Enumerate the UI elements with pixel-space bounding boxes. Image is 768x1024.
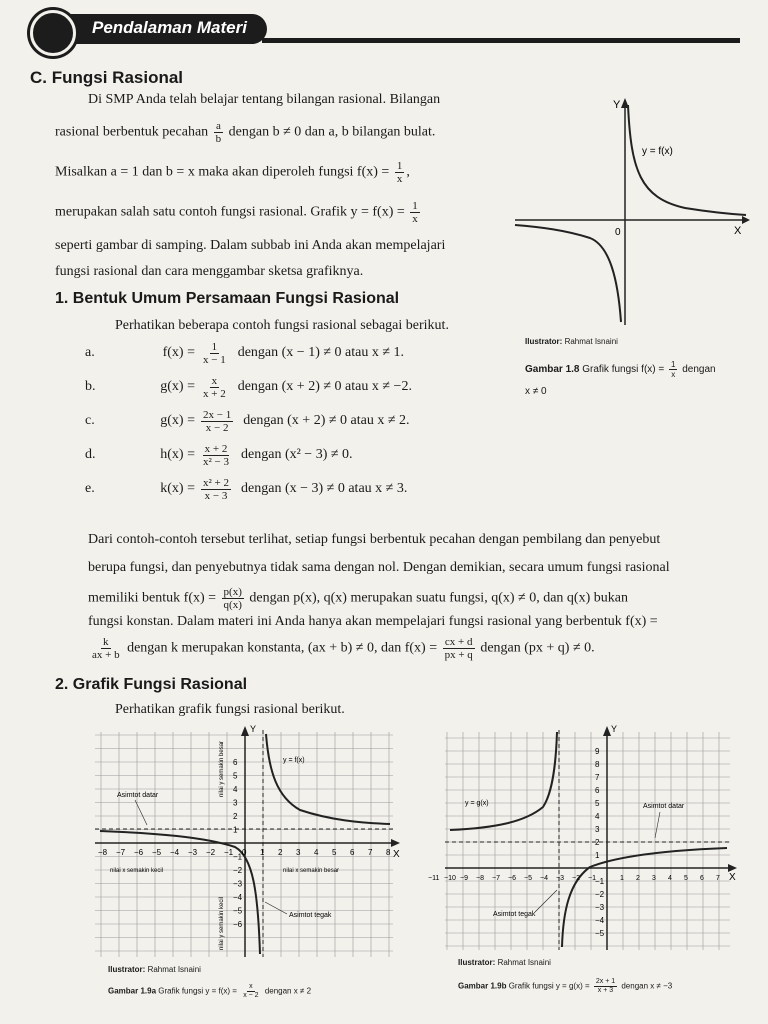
example-letter: c. [85, 413, 95, 428]
x-tick-label: 7 [716, 875, 720, 882]
caption-text: Grafik fungsi f(x) = [582, 364, 665, 376]
nilai-y-besar-label: nilai y semakin besar [219, 740, 225, 797]
x-tick-label: 1 [620, 875, 624, 882]
p2-line4: fungsi konstan. Dalam materi ini Anda hanya akan mempelajari fungsi rasional yang berbentuk f(x) = [88, 614, 658, 629]
illustrator-label: Ilustrator: [108, 965, 146, 974]
nilai-x-besar-label: nilai x semakin besar [283, 868, 340, 874]
y-tick-label: 3 [595, 825, 600, 834]
figure-1-9a-graph [95, 722, 405, 962]
section-title: C. Fungsi Rasional [30, 68, 184, 87]
x-tick-label: −7 [492, 875, 500, 882]
x-tick-label: −4 [540, 875, 548, 882]
example-letter: b. [85, 379, 96, 394]
y-tick-label: −1 [233, 852, 243, 862]
y-tick-label: 4 [595, 812, 600, 821]
para1-line2 [55, 120, 435, 145]
fig19a-illustrator [108, 965, 201, 974]
p2-line1: Dari contoh-contoh tersebut terlihat, setiap fungsi berbentuk pecahan dengan pembilang dan penyebut [88, 532, 661, 547]
caption-fraction [669, 360, 677, 379]
denominator: x + 3 [597, 987, 614, 994]
para1-line6: fungsi rasional dan cara menggambar sketsa grafiknya. [55, 264, 364, 279]
example-row [85, 336, 505, 370]
example-letter: a. [85, 345, 95, 360]
fraction-1-x [395, 160, 405, 185]
numerator: x + 2 [204, 442, 228, 455]
x-tick-label: −1 [588, 875, 596, 882]
x-tick-label: −1 [224, 848, 234, 857]
numerator: k [103, 636, 109, 648]
y-tick-label: 5 [233, 771, 238, 781]
x-tick-label: −6 [134, 848, 144, 857]
curve-label: y = g(x) [465, 800, 489, 807]
examples-list [85, 336, 505, 506]
y-tick-label: 7 [595, 773, 600, 782]
example-function: h(x) = [160, 447, 195, 462]
curve-label: y = f(x) [283, 757, 305, 764]
y-tick-label: 6 [233, 758, 238, 767]
illustrator-name: Rahmat Isnaini [497, 958, 551, 967]
numerator: 1 [671, 360, 676, 369]
asimtot-tegak-label: Asimtot tegak [493, 911, 536, 918]
text: dengan (px + q) ≠ 0. [480, 640, 595, 656]
numerator: x [249, 983, 253, 990]
y-tick-label: 8 [595, 760, 600, 769]
fraction-a-b [214, 120, 224, 145]
fig19b-caption [458, 978, 672, 995]
x-tick-label: 3 [296, 848, 301, 857]
x-tick-label: −9 [460, 875, 468, 882]
denominator: x [412, 213, 418, 225]
x-tick-label: 1 [260, 848, 265, 857]
asimtot-datar-label: Asimtot datar [117, 792, 159, 799]
y-label: Y [611, 724, 618, 734]
x-axis-arrow [391, 839, 400, 847]
example-fraction [201, 409, 233, 434]
origin-label: 0 [615, 227, 621, 238]
text: dengan k merupakan konstanta, (ax + b) ≠ 0, dan f(x) = [127, 640, 438, 656]
header-title: Pendalaman Materi [92, 18, 247, 37]
example-condition: dengan (x − 3) ≠ 0 atau x ≠ 3. [241, 481, 408, 496]
comma: , [406, 164, 410, 180]
denominator: x − 1 [203, 353, 226, 366]
subsection-1-title: 1. Bentuk Umum Persamaan Fungsi Rasional [55, 290, 400, 307]
y-tick-label: 9 [595, 747, 600, 756]
nilai-x-kecil-label: nilai x semakin kecil [110, 868, 164, 874]
sub1-intro: Perhatikan beberapa contoh fungsi rasional sebagai berikut. [115, 318, 449, 333]
para1-line4 [55, 200, 422, 225]
x-label: X [734, 225, 742, 237]
x-tick-label: 4 [668, 875, 672, 882]
y-tick-label: 3 [233, 798, 238, 808]
y-axis-arrow [603, 726, 611, 736]
x-tick-label: −10 [444, 875, 456, 882]
y-tick-label: −2 [595, 890, 605, 899]
y-tick-label: 5 [595, 799, 600, 808]
x-tick-label: −3 [556, 875, 564, 882]
figure-1-9b-graph [428, 722, 745, 952]
y-label: Y [613, 99, 621, 111]
caption-text: Grafik fungsi y = g(x) = [508, 981, 590, 991]
y-tick-label: 6 [595, 786, 600, 795]
text: memiliki bentuk f(x) = [88, 590, 217, 606]
fig18-illustrator [525, 337, 618, 346]
curve-q1 [628, 105, 746, 215]
y-tick-label: −3 [233, 879, 243, 889]
curve-label: y = f(x) [642, 146, 673, 157]
x-tick-label: 6 [350, 848, 355, 857]
para1-line5: seperti gambar di samping. Dalam subbab ini Anda akan mempelajari [55, 238, 446, 253]
y-tick-label: 2 [233, 812, 238, 821]
y-label: Y [250, 724, 257, 734]
example-function: f(x) = [162, 345, 195, 360]
curve-right-branch [562, 848, 727, 947]
y-tick-label: −5 [595, 929, 605, 938]
x-tick-labels [98, 848, 391, 857]
example-row [85, 438, 505, 472]
header-rule [262, 38, 740, 43]
text: Misalkan a = 1 dan b = x maka akan diperoleh fungsi f(x) = [55, 164, 390, 180]
numerator: 1 [211, 340, 218, 353]
example-fraction [201, 443, 231, 468]
para1-line3 [55, 160, 410, 185]
illustrator-name: Rahmat Isnaini [147, 965, 201, 974]
denominator: x − 2 [205, 421, 229, 434]
denominator: x + 2 [203, 387, 226, 400]
text: merupakan salah satu contoh fungsi rasional. Grafik y = f(x) = [55, 204, 405, 220]
y-tick-label: −4 [233, 893, 243, 902]
x-tick-label: −7 [116, 848, 126, 857]
fig19b-illustrator [458, 958, 551, 967]
numerator: 2x + 1 [595, 978, 616, 985]
example-letter: d. [85, 447, 96, 462]
example-row [85, 404, 505, 438]
figure-1-8-graph [510, 90, 750, 330]
numerator: x² + 2 [203, 476, 230, 489]
y-tick-label: −2 [233, 866, 243, 875]
y-tick-label: 1 [233, 825, 238, 835]
numerator: a [215, 120, 221, 132]
x-tick-label: 4 [314, 848, 319, 857]
y-tick-label: −1 [595, 877, 605, 886]
numerator: 1 [412, 200, 418, 212]
x-tick-label: −2 [206, 848, 216, 857]
curve-q3 [515, 225, 621, 322]
example-condition: dengan (x + 2) ≠ 0 atau x ≠ −2. [237, 379, 412, 394]
caption-fraction [241, 983, 260, 1000]
example-condition: dengan (x + 2) ≠ 0 atau x ≠ 2. [243, 413, 410, 428]
example-fraction [201, 477, 231, 502]
numerator: x [211, 374, 218, 387]
asimtot-datar-label: Asimtot datar [643, 803, 685, 810]
header-circle-icon [30, 10, 76, 56]
caption-number: Gambar 1.9a [108, 986, 157, 996]
caption-text: Grafik fungsi y = f(x) = [158, 986, 237, 996]
x-tick-label: −8 [476, 875, 484, 882]
x-tick-label: −3 [188, 848, 198, 857]
caption-tail: dengan x ≠ 2 [264, 986, 312, 996]
x-tick-label: 2 [636, 875, 640, 882]
x-tick-label: −8 [98, 848, 108, 857]
illustrator-name: Rahmat Isnaini [564, 337, 618, 346]
curve-left-branch [450, 732, 557, 830]
example-function: k(x) = [160, 481, 195, 496]
denominator: ax + b [92, 649, 120, 661]
p2-line2: berupa fungsi, dan penyebutnya tidak sama dengan nol. Dengan demikian, secara umum fungsi rasional [88, 560, 670, 575]
subsection-2-title: 2. Grafik Fungsi Rasional [55, 676, 248, 693]
para1-line1: Di SMP Anda telah belajar tentang bilangan rasional. Bilangan [88, 92, 441, 107]
illustrator-label: Ilustrator: [525, 337, 563, 346]
fig19a-caption [108, 983, 311, 1000]
y-tick-label: −5 [233, 906, 243, 916]
x-tick-label: −5 [524, 875, 532, 882]
asimtot-tegak-label: Asimtot tegak [289, 912, 332, 919]
p2-line3 [88, 586, 628, 611]
y-tick-label: 1 [595, 851, 600, 860]
grid [95, 732, 393, 957]
sub2-intro: Perhatikan grafik fungsi rasional berikut. [115, 702, 345, 717]
x-axis-arrow [742, 216, 750, 224]
y-tick-label: −3 [595, 903, 605, 912]
text: dengan p(x), q(x) merupakan suatu fungsi, q(x) ≠ 0, dan q(x) bukan [249, 590, 628, 606]
fraction-1-x-2 [410, 200, 420, 225]
asimtot-tegak-pointer [265, 902, 287, 914]
example-row [85, 472, 505, 506]
denominator: x − 2 [243, 992, 259, 999]
fraction-cx-d [443, 636, 475, 661]
caption-number: Gambar 1.8 [525, 364, 580, 376]
x-tick-label: 5 [332, 848, 337, 857]
example-condition: dengan (x² − 3) ≠ 0. [241, 447, 353, 462]
nilai-y-kecil-label: nilai y semakin kecil [219, 896, 225, 950]
x-tick-label: 2 [278, 848, 283, 857]
caption-tail: dengan x ≠ −3 [621, 981, 673, 991]
example-fraction [201, 375, 228, 400]
x-tick-label: −2 [572, 875, 580, 882]
numerator: 2x − 1 [203, 408, 232, 421]
y-tick-label: −4 [595, 916, 605, 925]
denominator: x [396, 173, 403, 185]
fig18-caption-line2: x ≠ 0 [525, 386, 547, 397]
text: dengan b ≠ 0 dan a, b bilangan bulat. [228, 124, 436, 140]
y-tick-label: 4 [233, 785, 238, 794]
x-label: X [393, 849, 400, 860]
example-row [85, 370, 505, 404]
asimtot-tegak-pointer [535, 890, 557, 912]
example-function: g(x) = [160, 379, 195, 394]
denominator: x − 3 [204, 489, 228, 502]
x-tick-label: 5 [684, 875, 688, 882]
grid [445, 732, 730, 950]
caption-fraction [594, 978, 617, 995]
example-condition: dengan (x − 1) ≠ 0 atau x ≠ 1. [237, 345, 405, 360]
x-tick-label: −4 [170, 848, 180, 857]
caption-number: Gambar 1.9b [458, 981, 507, 991]
example-function: g(x) = [160, 413, 195, 428]
y-tick-label: −6 [233, 920, 243, 929]
x-axis-arrow [728, 864, 737, 872]
example-fraction [201, 341, 228, 366]
denominator: x² − 3 [203, 455, 230, 468]
curve-right-branch [266, 734, 390, 824]
x-tick-label: 0 [242, 848, 247, 857]
x-tick-label: 6 [700, 875, 704, 882]
example-letter: e. [85, 481, 95, 496]
fraction-p-q [222, 586, 244, 611]
x-tick-label: 7 [368, 848, 373, 857]
y-axis-arrow [241, 726, 249, 736]
x-tick-label: −5 [152, 848, 162, 857]
x-tick-label: −6 [508, 875, 516, 882]
x-tick-label: 3 [652, 875, 656, 882]
numerator: 1 [396, 160, 403, 172]
fig18-caption [525, 360, 716, 379]
text: rasional berbentuk pecahan [55, 124, 209, 140]
caption-tail: dengan [682, 364, 716, 376]
x-tick-label: −11 [428, 875, 440, 882]
fraction-k [90, 636, 122, 661]
numerator: p(x) [223, 586, 242, 598]
x-tick-label: 8 [386, 848, 391, 857]
denominator: x [671, 370, 676, 379]
denominator: b [215, 133, 222, 145]
x-label: X [729, 872, 736, 883]
denominator: q(x) [223, 599, 242, 611]
p2-line5 [88, 636, 595, 661]
numerator: cx + d [444, 636, 473, 648]
y-tick-label: 2 [595, 838, 600, 847]
illustrator-label: Ilustrator: [458, 958, 496, 967]
denominator: px + q [444, 649, 473, 661]
